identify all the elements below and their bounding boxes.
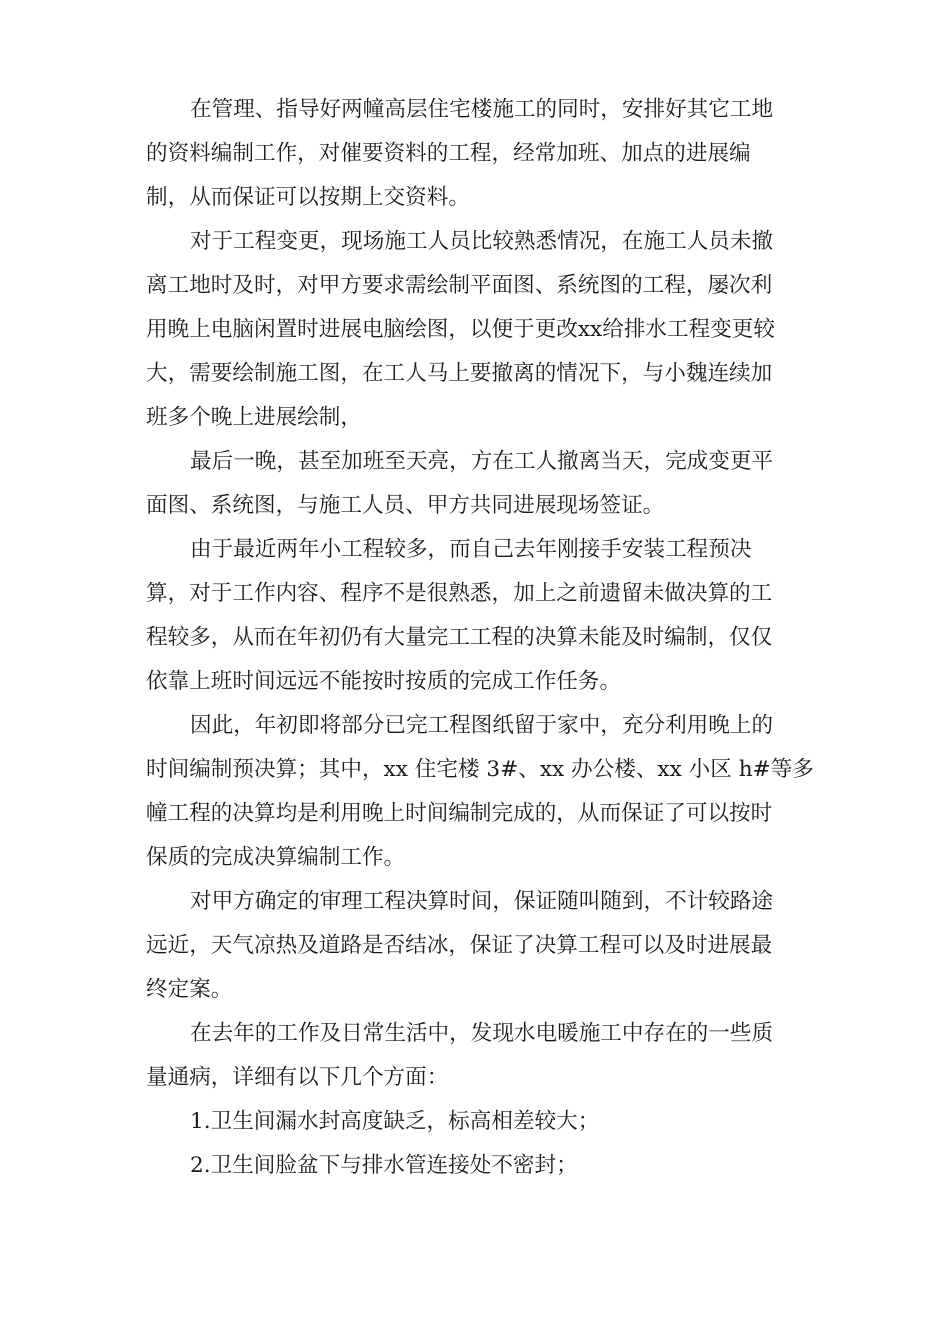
paragraph-5 — [146, 704, 814, 880]
text-line: 的资料编制工作，对催要资料的工程，经常加班、加点的进展编 — [146, 141, 751, 166]
document-body — [146, 88, 814, 1188]
text-line: 由于最近两年小工程较多，而自己去年刚接手安装工程预决 — [190, 537, 752, 562]
list-item: 2.卫生间脸盆下与排水管连接处不密封； — [190, 1153, 578, 1178]
text-line: 程较多，从而在年初仍有大量完工工程的决算未能及时编制，仅仅 — [146, 625, 773, 650]
text-line: 最后一晚，甚至加班至天亮，方在工人撤离当天，完成变更平 — [190, 449, 774, 474]
text-line: 算，对于工作内容、程序不是很熟悉，加上之前遗留未做决算的工 — [146, 581, 773, 606]
paragraph-1 — [146, 88, 806, 220]
text-line: 幢工程的决算均是利用晚上时间编制完成的，从而保证了可以按时 — [146, 801, 773, 826]
paragraph-6 — [146, 880, 806, 1012]
text-line: 对于工程变更，现场施工人员比较熟悉情况，在施工人员未撤 — [190, 229, 774, 254]
paragraph-3 — [146, 440, 806, 528]
text-line: 保质的完成决算编制工作。 — [146, 845, 406, 870]
text-line: 大，需要绘制施工图，在工人马上要撤离的情况下，与小魏连续加 — [146, 361, 773, 386]
paragraph-4 — [146, 528, 806, 704]
text-line: 量通病，详细有以下几个方面： — [146, 1065, 449, 1090]
text-line: 依靠上班时间远远不能按时按质的完成工作任务。 — [146, 669, 622, 694]
text-line: 在管理、指导好两幢高层住宅楼施工的同时，安排好其它工地 — [190, 97, 774, 122]
text-line: 对甲方确定的审理工程决算时间，保证随叫随到，不计较路途 — [190, 889, 774, 914]
text-line: 制，从而保证可以按期上交资料。 — [146, 185, 470, 210]
text-line: 面图、系统图，与施工人员、甲方共同进展现场签证。 — [146, 493, 665, 518]
paragraph-2 — [146, 220, 806, 440]
list-item: 1.卫生间漏水封高度缺乏，标高相差较大； — [190, 1109, 600, 1134]
numbered-list — [146, 1100, 806, 1188]
paragraph-7 — [146, 1012, 806, 1100]
text-line: 远近，天气凉热及道路是否结冰，保证了决算工程可以及时进展最 — [146, 933, 773, 958]
text-line: 终定案。 — [146, 977, 233, 1002]
text-line: 用晚上电脑闲置时进展电脑绘图，以便于更改xx给排水工程变更较 — [146, 317, 775, 342]
text-line: 在去年的工作及日常生活中，发现水电暖施工中存在的一些质 — [190, 1021, 774, 1046]
text-line: 时间编制预决算；其中，xx 住宅楼 3#、xx 办公楼、xx 小区 h#等多 — [146, 757, 814, 782]
text-line: 离工地时及时，对甲方要求需绘制平面图、系统图的工程，屡次利 — [146, 273, 773, 298]
text-line: 班多个晚上进展绘制， — [146, 405, 362, 430]
text-line: 因此，年初即将部分已完工程图纸留于家中，充分利用晚上的 — [190, 713, 774, 738]
